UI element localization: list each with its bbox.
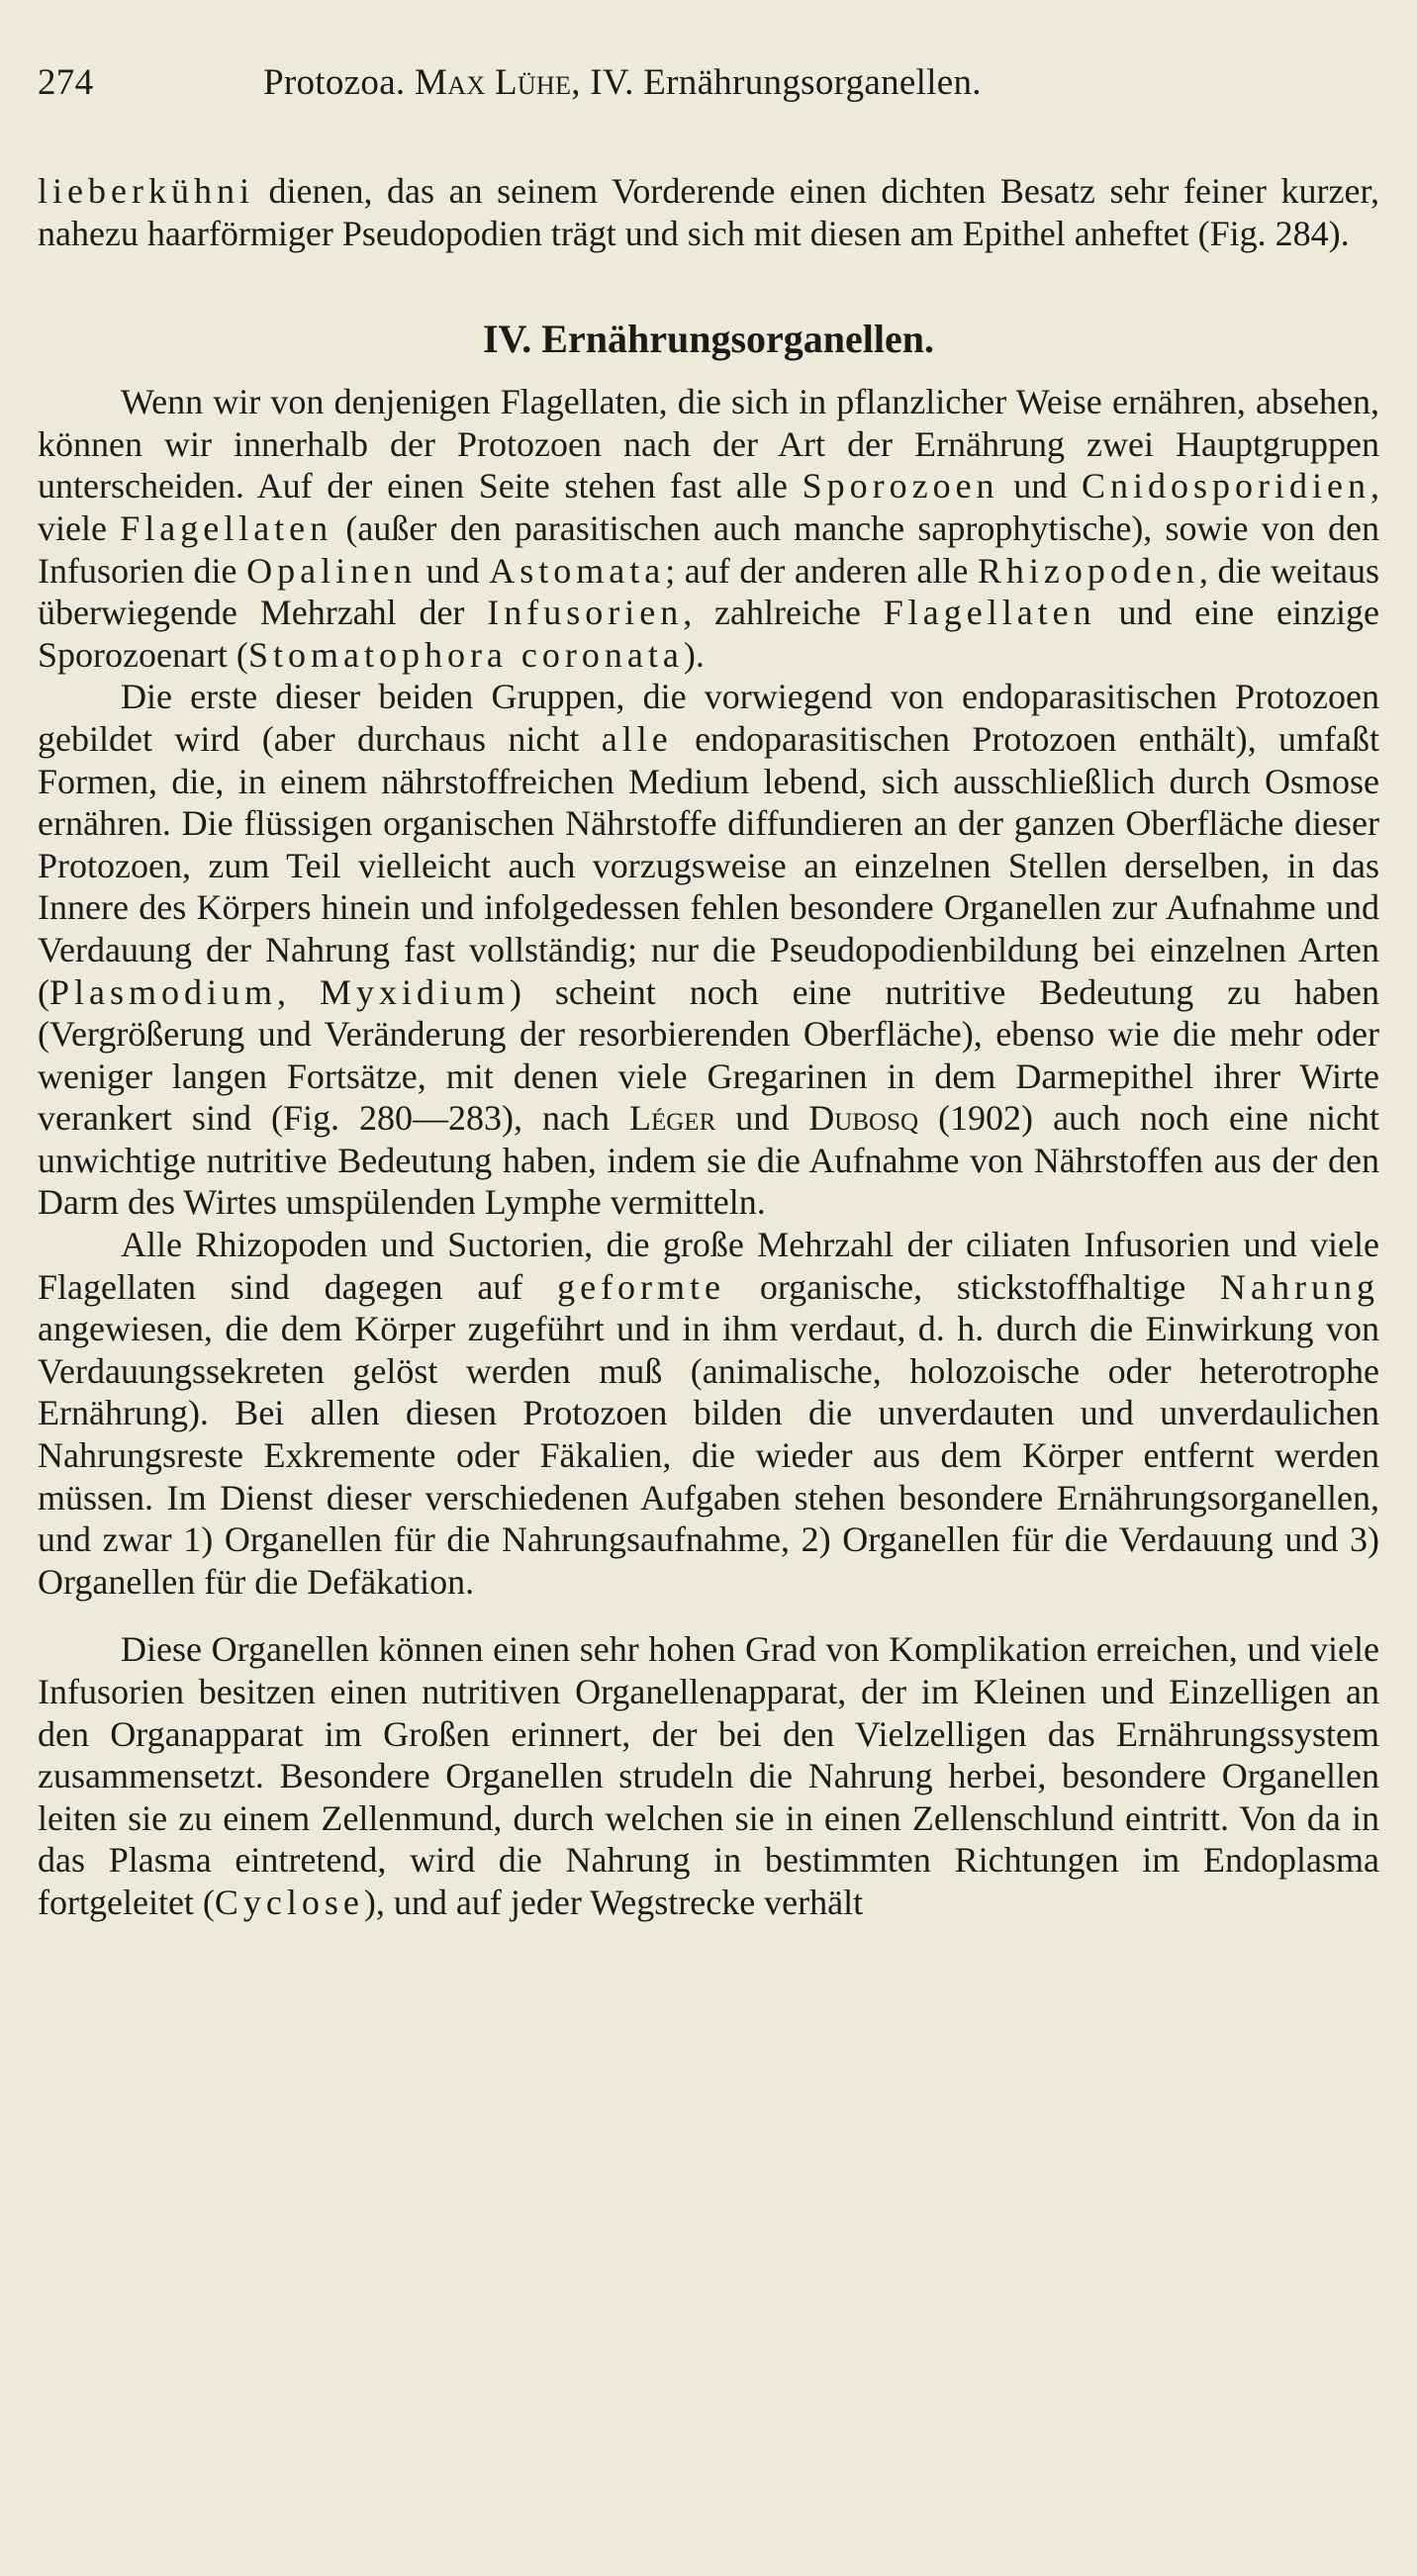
text-run: , bbox=[277, 971, 320, 1012]
paragraph-4 bbox=[38, 1628, 1379, 1923]
body-text bbox=[38, 170, 1379, 1924]
text-run: und bbox=[998, 466, 1083, 506]
text-run: ; auf der anderen alle bbox=[665, 550, 978, 591]
intro-paragraph bbox=[38, 170, 1379, 254]
text-run: Diese Organellen können einen sehr hohen Grad von Komplikation erreichen, und viele Infusorien besitzen einen nutritiven Organellenapparat, der im Kleinen und Einzelligen an den Organapparat im Großen erinnert, der bei den Vielzelligen das Ernährungssystem zusammensetzt. Besondere Organellen strudeln die Nahrung herbei, besondere Organellen leiten sie zu einem Zellenmund, durch welchen sie in einen Zellenschlund eintritt. Von da in das Plasma eintretend, wird die Nahrung in bestimmten Richtungen im Endoplasma fortgeleitet ( bbox=[38, 1629, 1379, 1922]
text-run: organische, stickstoffhaltige bbox=[725, 1266, 1221, 1307]
text-run: Wenn wir von denjenigen Flagellaten, die sich in pflanzlicher Weise ernähren, absehen, können wir innerhalb der Protozoen nach der Art der Ernährung zwei Hauptgruppen unterscheiden. Auf der einen Seite stehen fast alle bbox=[38, 382, 1379, 506]
running-section: Protozoa. bbox=[263, 62, 406, 103]
running-author: Max Lühe bbox=[415, 62, 572, 103]
text-run: (außer den parasitischen auch manche saprophytische), sowie von den Infusorien die bbox=[38, 507, 1380, 591]
spaced-term: Plasmodium bbox=[49, 971, 278, 1012]
paragraph-2 bbox=[38, 676, 1379, 1224]
spaced-term: geformte bbox=[557, 1266, 726, 1307]
paragraph-1 bbox=[38, 381, 1379, 676]
spaced-term: alle bbox=[601, 718, 673, 759]
text-run: ). bbox=[683, 634, 705, 675]
text-run: (1902) auch noch eine nicht unwichtige nutritive Bedeutung haben, indem sie die Aufnahme von Nährstoffen aus der den Darm des Wirtes umspülenden Lymphe vermitteln. bbox=[38, 1098, 1379, 1223]
species-name: lieberkühni bbox=[38, 171, 254, 211]
spaced-term: Nahrung bbox=[1220, 1266, 1380, 1307]
spaced-term: Opalinen bbox=[246, 550, 418, 591]
spaced-term: Flagellaten bbox=[883, 593, 1096, 633]
text-run: und bbox=[715, 1098, 809, 1139]
spaced-term: Cnidosporidien bbox=[1082, 466, 1371, 506]
text-run: , zahlreiche bbox=[683, 593, 884, 633]
text-run: und bbox=[417, 550, 490, 591]
page-number: 274 bbox=[38, 62, 94, 103]
running-title bbox=[263, 61, 982, 104]
author-name: Dubosq bbox=[808, 1098, 919, 1139]
text-run: und eine einzige Sporozoenart ( bbox=[38, 593, 1379, 675]
spaced-term: Rhizopoden bbox=[977, 550, 1199, 591]
spaced-term: Myxidium bbox=[319, 971, 510, 1012]
text-run: , viele bbox=[38, 466, 1380, 548]
running-chapter: , IV. Ernährungsorganellen. bbox=[571, 62, 982, 103]
paragraph-gap bbox=[38, 1603, 1379, 1628]
text-run: ), und auf jeder Wegstrecke verhält bbox=[363, 1882, 864, 1922]
spaced-term: Astomata bbox=[489, 550, 666, 591]
text-run: angewiesen, die dem Körper zugeführt und in ihm verdaut, d. h. durch die Einwirkung von Verdauungssekreten gelöst werden muß (animalische, holozoische oder heterotrophe Ernährung). Bei allen diesen Protozoen bilden die unverdauten und unverdaulichen Nahrungsreste Exkremente oder Fäkalien, die wieder aus dem Körper entfernt werden müssen. Im Dienst dieser verschiedenen Aufgaben stehen besondere Ernährungsorganellen, und zwar 1) Organellen für die Nahrungsaufnahme, 2) Organellen für die Verdauung und 3) Organellen für die Defäkation. bbox=[38, 1309, 1379, 1602]
text-run: ) scheint noch eine nutritive Bedeutung zu haben (Vergrößerung und Veränderung der resorbierenden Oberfläche), ebenso wie die mehr oder weniger langen Fortsätze, mit denen viele Gregarinen in dem Darmepithel ihrer Wirte verankert sind (Fig. 280—283), nach bbox=[38, 971, 1380, 1139]
paragraph-3 bbox=[38, 1224, 1379, 1603]
text-run: endoparasitischen Protozoen enthält), umfaßt Formen, die, in einem nährstoffreichen Medium lebend, sich ausschließlich durch Osmose ernähren. Die flüssigen organischen Nährstoffe diffundieren an der ganzen Oberfläche dieser Protozoen, zum Teil vielleicht auch vorzugsweise an einzelnen Stellen derselben, in das Innere des Körpers hinein und infolgedessen fehlen besondere Organellen zur Aufnahme und Verdauung der Nahrung fast vollständig; nur die Pseudopodienbildung bei einzelnen Arten ( bbox=[38, 718, 1379, 1012]
text-run: Alle Rhizopoden und Suctorien, die große Mehrzahl der ciliaten Infusorien und viele Flagellaten sind dagegen auf bbox=[38, 1225, 1379, 1307]
spaced-term: Flagellaten bbox=[120, 507, 333, 548]
spaced-term: Cyclose bbox=[214, 1882, 364, 1922]
spaced-term: Sporozoen bbox=[802, 466, 999, 506]
text-run: Die erste dieser beiden Gruppen, die vorwiegend von endoparasitischen Protozoen gebildet wird (aber durchaus nicht bbox=[38, 677, 1379, 759]
spaced-term: Stomatophora coronata bbox=[247, 634, 684, 675]
section-heading: IV. Ernährungsorganellen. bbox=[482, 317, 934, 362]
intro-text: dienen, das an seinem Vorderende einen dichten Besatz sehr feiner kurzer, nahezu haarförmiger Pseudopodien trägt und sich mit diesen am Epithel anheftet (Fig. 284). bbox=[38, 171, 1379, 253]
spaced-term: Infusorien bbox=[487, 593, 684, 633]
text-run: , die weitaus überwiegende Mehrzahl der bbox=[38, 550, 1380, 633]
author-name: Léger bbox=[628, 1098, 716, 1139]
running-head bbox=[38, 61, 1379, 121]
